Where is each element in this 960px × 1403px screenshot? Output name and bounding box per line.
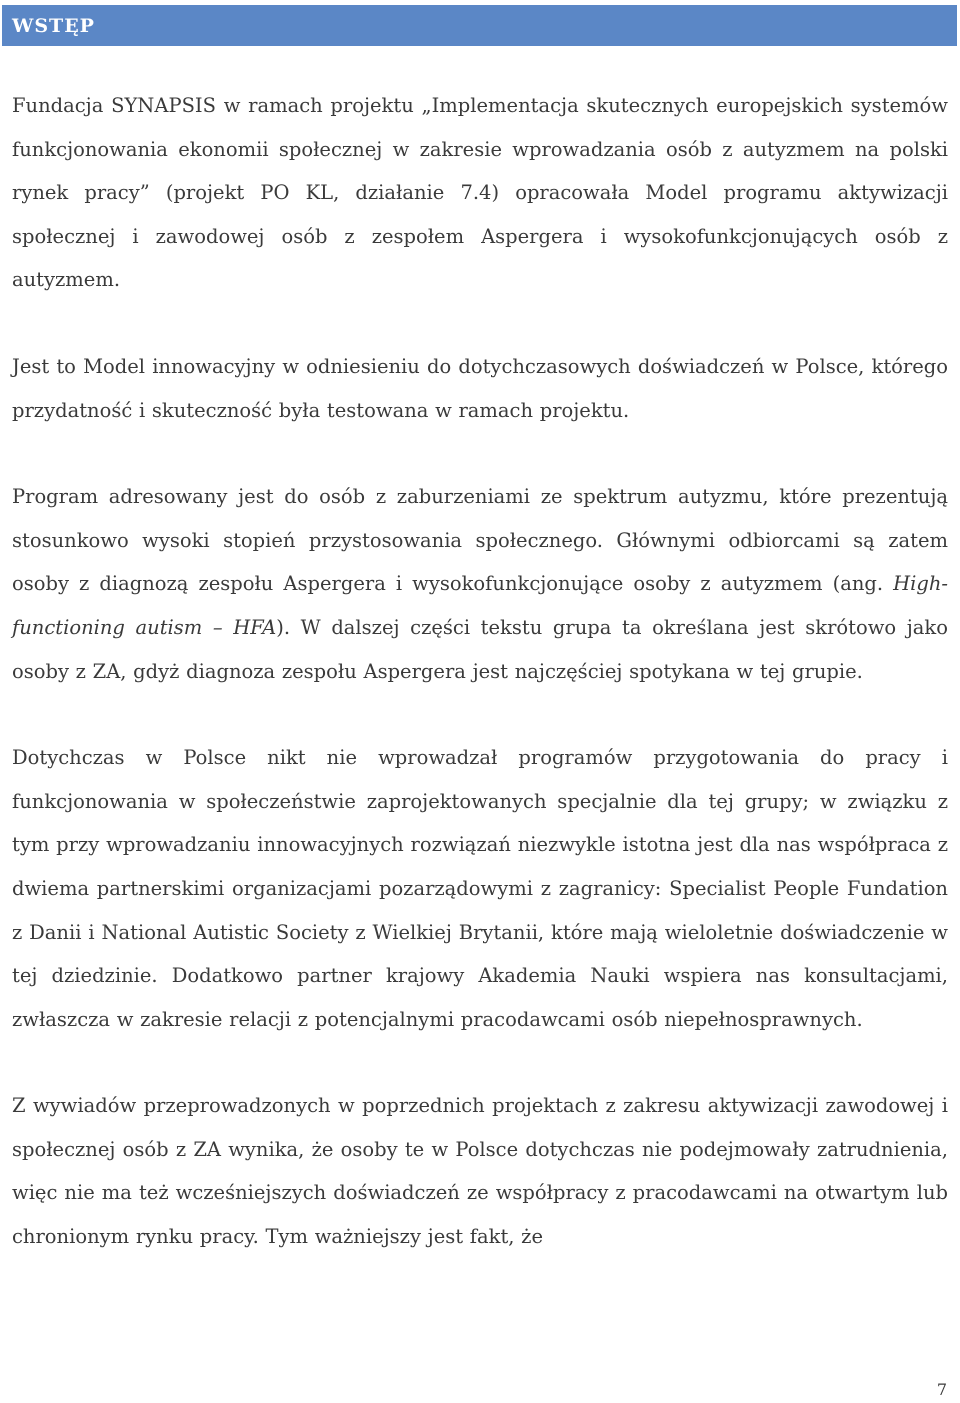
paragraph-interviews: Z wywiadów przeprowadzonych w poprzednich projektach z zakresu aktywizacji zawodowej i społecznej osób z ZA wynika, że osoby te w Polsce dotychczas nie podejmowały zatrudnienia, więc nie ma też wcześniejszych doświadczeń ze współpracy z pracodawcami na otwartym lub chronionym rynku pracy. Tym ważniejszy jest fakt, że	[12, 1094, 948, 1249]
section-title: WSTĘP	[12, 14, 95, 37]
paragraph-program-italic-term: High-functioning autism – HFA	[12, 572, 948, 639]
document-body	[12, 84, 948, 1302]
paragraph-program	[12, 475, 948, 693]
paragraph-program-part-2: ). W dalszej części tekstu grupa ta określana jest skrótowo jako osoby z ZA, gdyż diagnoza zespołu Aspergera jest najczęściej spotykana w tej grupie.	[12, 615, 948, 683]
section-header-bar	[2, 5, 957, 46]
paragraph-model: Jest to Model innowacyjny w odniesieniu do dotychczasowych doświadczeń w Polsce, którego przydatność i skuteczność była testowana w ramach projektu.	[12, 354, 948, 422]
paragraph-program-part-1: Program adresowany jest do osób z zaburzeniami ze spektrum autyzmu, które prezentują stosunkowo wysoki stopień przystosowania społecznego. Głównymi odbiorcami są zatem osoby z diagnozą zespołu Aspergera i wysokofunkcjonujące osoby z autyzmem (ang.	[12, 485, 948, 596]
paragraph-intro: Fundacja SYNAPSIS w ramach projektu „Implementacja skutecznych europejskich systemów funkcjonowania ekonomii społecznej w zakresie wprowadzania osób z autyzmem na polski rynek pracy” (projekt PO KL, działanie 7.4) opracowała Model programu aktywizacji społecznej i zawodowej osób z zespołem Aspergera i wysokofunkcjonujących osób z autyzmem.	[12, 94, 948, 292]
page-number: 7	[936, 1380, 947, 1399]
paragraph-partners: Dotychczas w Polsce nikt nie wprowadzał programów przygotowania do pracy i funkcjonowania w społeczeństwie zaprojektowanych specjalnie dla tej grupy; w związku z tym przy wprowadzaniu innowacyjnych rozwiązań niezwykle istotna jest dla nas współpraca z dwiema partnerskimi organizacjami pozarządowymi z zagranicy: Specialist People Fundation z Danii i National Autistic Society z Wielkiej Brytanii, które mają wieloletnie doświadczenie w tej dziedzinie. Dodatkowo partner krajowy Akademia Nauki wspiera nas konsultacjami, zwłaszcza w zakresie relacji z potencjalnymi pracodawcami osób niepełnosprawnych.	[12, 746, 948, 1031]
